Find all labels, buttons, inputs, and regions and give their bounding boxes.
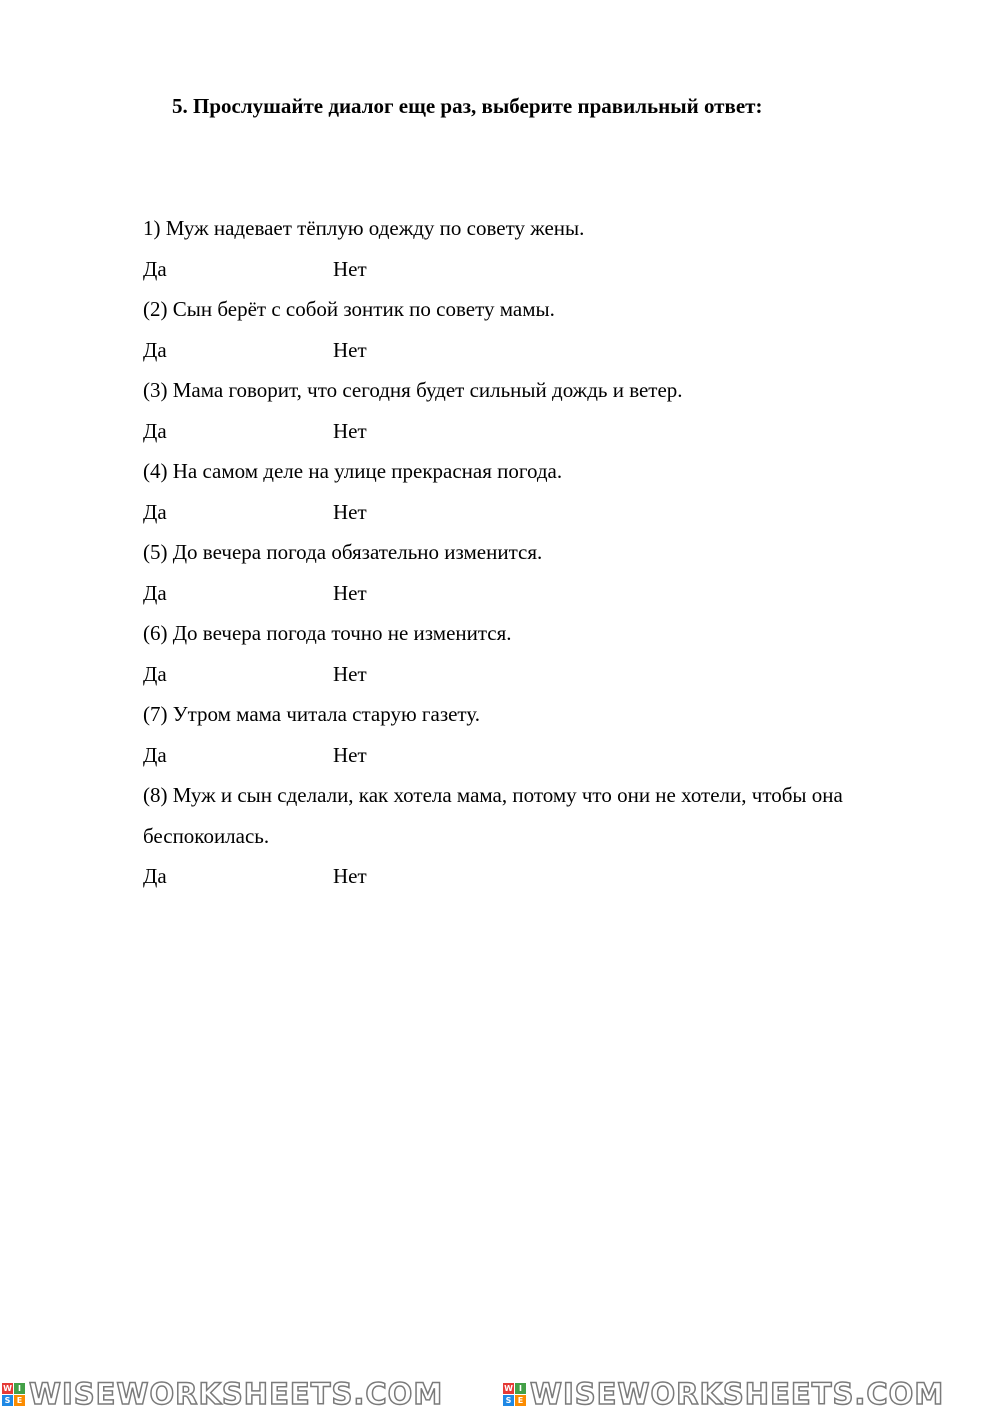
question-item	[143, 289, 923, 370]
question-text: (8) Муж и сын сделали, как хотела мама, потому что они не хотели, чтобы она беспокоилась.	[143, 783, 843, 848]
logo-letter-s: S	[503, 1395, 514, 1406]
logo-letter-w: W	[3, 1383, 12, 1393]
question-text: (3) Мама говорит, что сегодня будет сильный дождь и ветер.	[143, 378, 683, 402]
question-item	[143, 370, 923, 451]
watermark-text: WISEWORKSHEETS.COM	[530, 1377, 945, 1411]
answer-no-option[interactable]: Нет	[333, 864, 367, 888]
logo-letter-w: W	[504, 1383, 513, 1393]
answer-no-option[interactable]: Нет	[333, 661, 367, 686]
answer-yes-option[interactable]: Да	[143, 418, 167, 443]
question-text: (2) Сын берёт с собой зонтик по совету мамы.	[143, 297, 555, 321]
logo-letter-e: E	[14, 1395, 25, 1406]
answer-no-option[interactable]: Нет	[333, 256, 367, 281]
answer-row	[143, 330, 923, 371]
answer-row	[143, 411, 923, 452]
question-item	[143, 775, 923, 897]
watermark-banner	[0, 1375, 1000, 1413]
page-title: 5. Прослушайте диалог еще раз, выберите правильный ответ:	[172, 94, 763, 118]
question-text: (6) До вечера погода точно не изменится.	[143, 621, 512, 645]
question-item	[143, 451, 923, 532]
answer-yes-option[interactable]: Да	[143, 337, 167, 362]
logo-letter-i: I	[515, 1383, 526, 1394]
question-item	[143, 613, 923, 694]
answer-no-option[interactable]: Нет	[333, 742, 367, 767]
answer-row	[143, 856, 923, 897]
question-list	[143, 208, 923, 897]
question-item	[143, 532, 923, 613]
answer-row	[143, 492, 923, 533]
answer-yes-option[interactable]: Да	[143, 742, 167, 767]
logo-letter-s: S	[2, 1395, 13, 1406]
logo-letter-e: E	[515, 1395, 526, 1406]
wiseworksheets-logo-icon	[503, 1383, 526, 1406]
answer-yes-option[interactable]: Да	[143, 256, 167, 281]
question-text: (4) На самом деле на улице прекрасная погода.	[143, 459, 563, 483]
question-text: (7) Утром мама читала старую газету.	[143, 702, 480, 726]
answer-yes-option[interactable]: Да	[143, 499, 167, 524]
answer-no-option[interactable]: Нет	[333, 337, 367, 362]
question-item	[143, 694, 923, 775]
answer-row	[143, 573, 923, 614]
answer-row	[143, 735, 923, 776]
question-text: 1) Муж надевает тёплую одежду по совету жены.	[143, 216, 585, 240]
question-item	[143, 208, 923, 289]
answer-yes-option[interactable]: Да	[143, 864, 167, 888]
watermark-unit	[503, 1377, 944, 1411]
question-text: (5) До вечера погода обязательно изменится.	[143, 540, 543, 564]
answer-row	[143, 654, 923, 695]
answer-yes-option[interactable]: Да	[143, 661, 167, 686]
watermark-unit	[2, 1377, 443, 1411]
answer-row	[143, 249, 923, 290]
answer-yes-option[interactable]: Да	[143, 580, 167, 605]
answer-no-option[interactable]: Нет	[333, 499, 367, 524]
answer-no-option[interactable]: Нет	[333, 580, 367, 605]
logo-letter-i: I	[14, 1383, 25, 1394]
wiseworksheets-logo-icon	[2, 1383, 25, 1406]
answer-no-option[interactable]: Нет	[333, 418, 367, 443]
watermark-text: WISEWORKSHEETS.COM	[29, 1377, 444, 1411]
